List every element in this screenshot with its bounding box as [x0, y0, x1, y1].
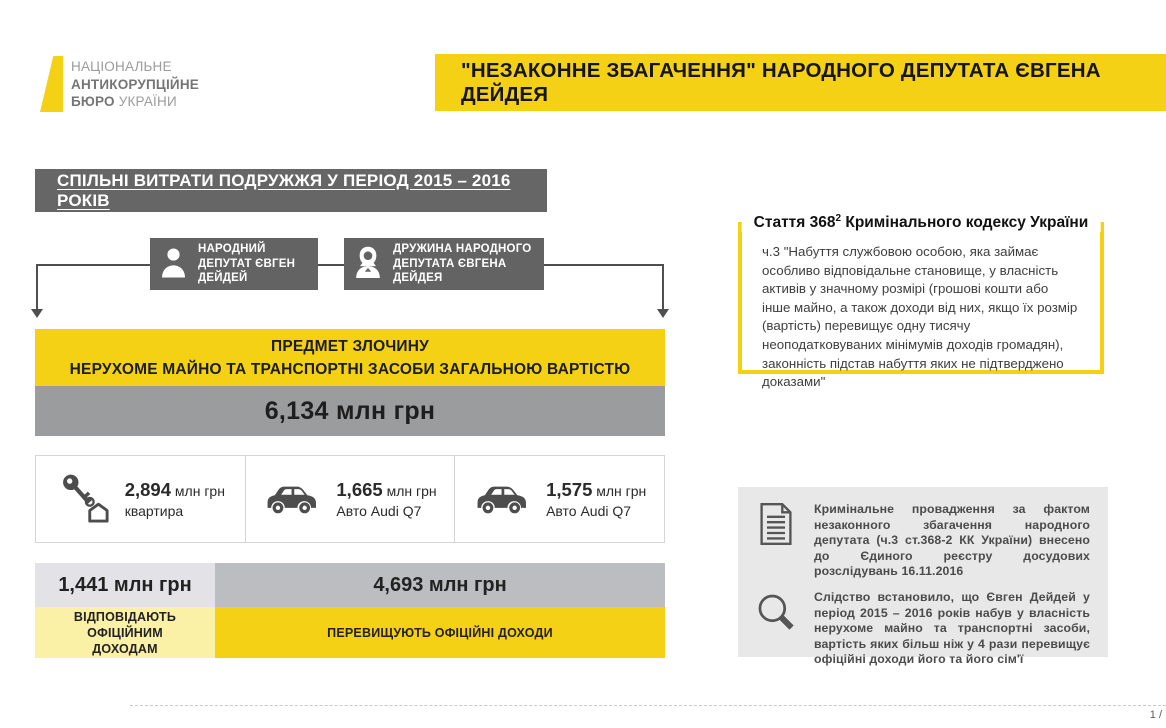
- car-icon: [263, 478, 321, 521]
- crime-subject-box: [35, 329, 665, 386]
- legal-income-amount: 1,441 млн грн: [35, 563, 215, 607]
- assets-row: [35, 455, 665, 543]
- fact-text: Кримінальне провадження за фактом незаконного збагачення народного депутата (ч.3 ст.368-2 КК України) внесено до Єдиного реєстру досудових розслідувань 16.11.2016: [814, 502, 1090, 579]
- law-article-title: Стаття $368^2$ Кримінального кодексу України: [742, 213, 1101, 232]
- footer-divider: [130, 705, 1166, 706]
- connector-drop-left: [36, 264, 38, 310]
- asset-amount: 1,665: [336, 479, 383, 500]
- logo-line-2: АНТИКОРУПЦІЙНЕ: [71, 76, 199, 92]
- law-article-box: [738, 213, 1104, 390]
- asset-cell-apartment: [36, 456, 245, 542]
- magnifier-icon: [754, 590, 798, 634]
- fact-row-investigation: [754, 590, 1090, 668]
- connector-drop-right: [662, 264, 664, 310]
- excess-income-label: ПЕРЕВИЩУЮТЬ ОФІЦІЙНІ ДОХОДИ: [215, 607, 665, 658]
- document-icon: [754, 502, 798, 546]
- person-card-wife: [344, 238, 544, 290]
- fact-text: Слідство встановило, що Євген Дейдей у період 2015 – 2016 років набув у власність нерухоме майно та транспортні засоби, вартість яких більш ніж у 4 рази перевищує офіційні доходи його та його сім'ї: [814, 589, 1090, 667]
- asset-label: квартира: [124, 503, 184, 519]
- arrow-down-icon: [31, 309, 43, 318]
- asset-unit: млн грн: [386, 483, 437, 499]
- person-label: ДРУЖИНА НАРОДНОГО ДЕПУТАТА ЄВГЕНА ДЕЙДЕЯ: [393, 243, 532, 285]
- female-user-icon: [354, 246, 382, 283]
- key-icon: [56, 470, 110, 529]
- person-card-deputy: [150, 238, 318, 290]
- asset-amount: 1,575: [546, 479, 593, 500]
- law-article-text: ч.3 "Набуття службовою особою, яка займає особливо відповідальне становище, у власність активів у значному розмірі (грошові кошти або інше майно, а також доходи від них, якщо їх розмір (вартість) перевищує одну тисячу неоподатковуваних мінімумів доходів громадян), законність підстав набуття яких не підтверджено доказами": [762, 244, 1078, 390]
- person-label: НАРОДНИЙ ДЕПУТАТ ЄВГЕН ДЕЙДЕЙ: [198, 243, 296, 285]
- male-user-icon: [160, 246, 187, 283]
- asset-label: Авто Audi Q7: [336, 503, 422, 519]
- total-amount-bar: [35, 386, 665, 436]
- asset-cell-car-2: [454, 456, 664, 542]
- crime-subject-subtitle: НЕРУХОМЕ МАЙНО ТА ТРАНСПОРТНІ ЗАСОБИ ЗАГАЛЬНОЮ ВАРТІСТЮ: [69, 360, 631, 378]
- legal-income-label: ВІДПОВІДАЮТЬ ОФІЦІЙНИМ ДОХОДАМ: [35, 607, 215, 658]
- nabu-logo-text: [71, 58, 199, 111]
- asset-amount: 2,894: [124, 479, 172, 500]
- page-number: 1 /: [1149, 709, 1162, 721]
- case-facts-box: [738, 487, 1108, 667]
- crime-subject-title: ПРЕДМЕТ ЗЛОЧИНУ: [270, 337, 429, 355]
- page-title: "НЕЗАКОННЕ ЗБАГАЧЕННЯ" НАРОДНОГО ДЕПУТАТА ЄВГЕНА ДЕЙДЕЯ: [461, 58, 1101, 106]
- car-icon: [473, 478, 531, 521]
- page-title-banner: [435, 54, 1166, 111]
- asset-label: Авто Audi Q7: [546, 503, 632, 519]
- section-header: [35, 169, 547, 212]
- fact-row-registry: [754, 502, 1090, 580]
- total-amount: 6,134 млн грн: [264, 396, 436, 425]
- arrow-down-icon: [657, 309, 669, 318]
- logo-line-1: НАЦІОНАЛЬНЕ: [71, 59, 172, 74]
- asset-unit: млн грн: [596, 483, 647, 499]
- nabu-logo-mark: [40, 56, 63, 112]
- section-title: СПІЛЬНІ ВИТРАТИ ПОДРУЖЖЯ У ПЕРІОД 2015 – 2016 РОКІВ: [57, 170, 511, 210]
- logo-line-3: БЮРО УКРАЇНИ: [71, 94, 177, 109]
- asset-cell-car-1: [245, 456, 455, 542]
- asset-unit: млн грн: [174, 483, 225, 499]
- excess-income-amount: 4,693 млн грн: [215, 563, 665, 607]
